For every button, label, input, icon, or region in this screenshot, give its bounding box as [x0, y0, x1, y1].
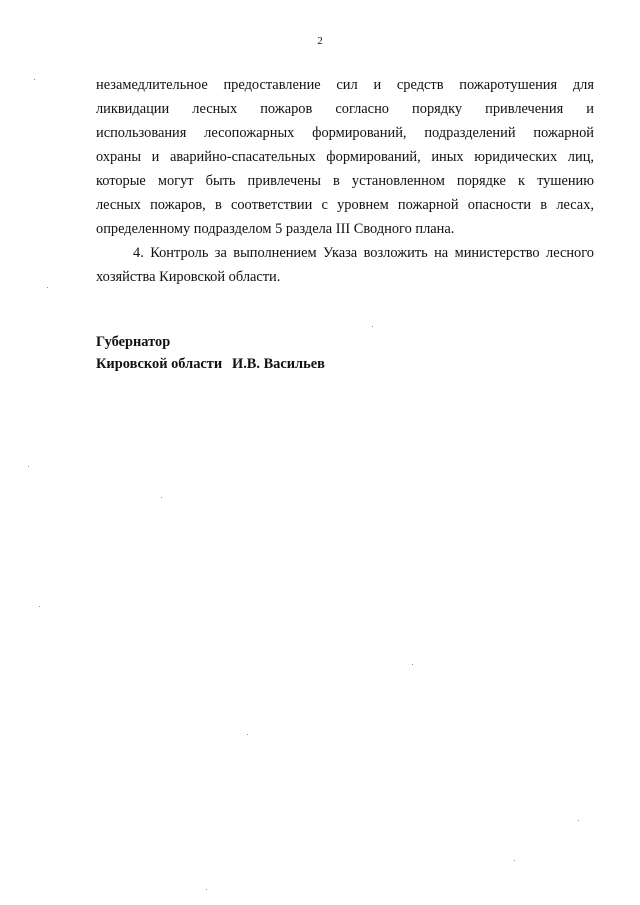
scan-speck	[39, 606, 40, 607]
scan-speck	[34, 79, 35, 80]
paragraph-2-line-1: 4. Контроль за выполнением Указа возложить на министерство лесного	[133, 245, 594, 261]
signature-position-line-2: Кировской области	[96, 356, 223, 372]
scan-speck	[47, 287, 48, 288]
paragraph-2-line-2: хозяйства Кировской области.	[96, 269, 281, 285]
scan-speck	[28, 466, 29, 467]
scan-speck	[514, 860, 515, 861]
paragraph-1-line-7: определенному подразделом 5 раздела III Сводного плана.	[96, 221, 455, 237]
page-number: 2	[317, 35, 323, 47]
paragraph-1-line-4: охраны и аварийно-спасательных формирований, иных юридических лиц,	[96, 149, 594, 165]
scan-speck	[161, 497, 162, 498]
scan-speck	[578, 820, 579, 821]
scan-speck	[206, 889, 207, 890]
paragraph-1-line-1: незамедлительное предоставление сил и средств пожаротушения для	[96, 77, 594, 93]
paragraph-1-line-2: ликвидации лесных пожаров согласно порядку привлечения и	[96, 101, 594, 117]
paragraph-1-line-6: лесных пожаров, в соответствии с уровнем пожарной опасности в лесах,	[96, 197, 594, 213]
signature-position-line-1: Губернатор	[96, 334, 171, 350]
scan-speck	[412, 664, 413, 665]
scan-speck	[247, 734, 248, 735]
paragraph-1-line-3: использования лесопожарных формирований, подразделений пожарной	[96, 125, 594, 141]
scan-speck	[372, 326, 373, 327]
signature-name: И.В. Васильев	[232, 356, 325, 372]
paragraph-1-line-5: которые могут быть привлечены в установленном порядке к тушению	[96, 173, 594, 189]
